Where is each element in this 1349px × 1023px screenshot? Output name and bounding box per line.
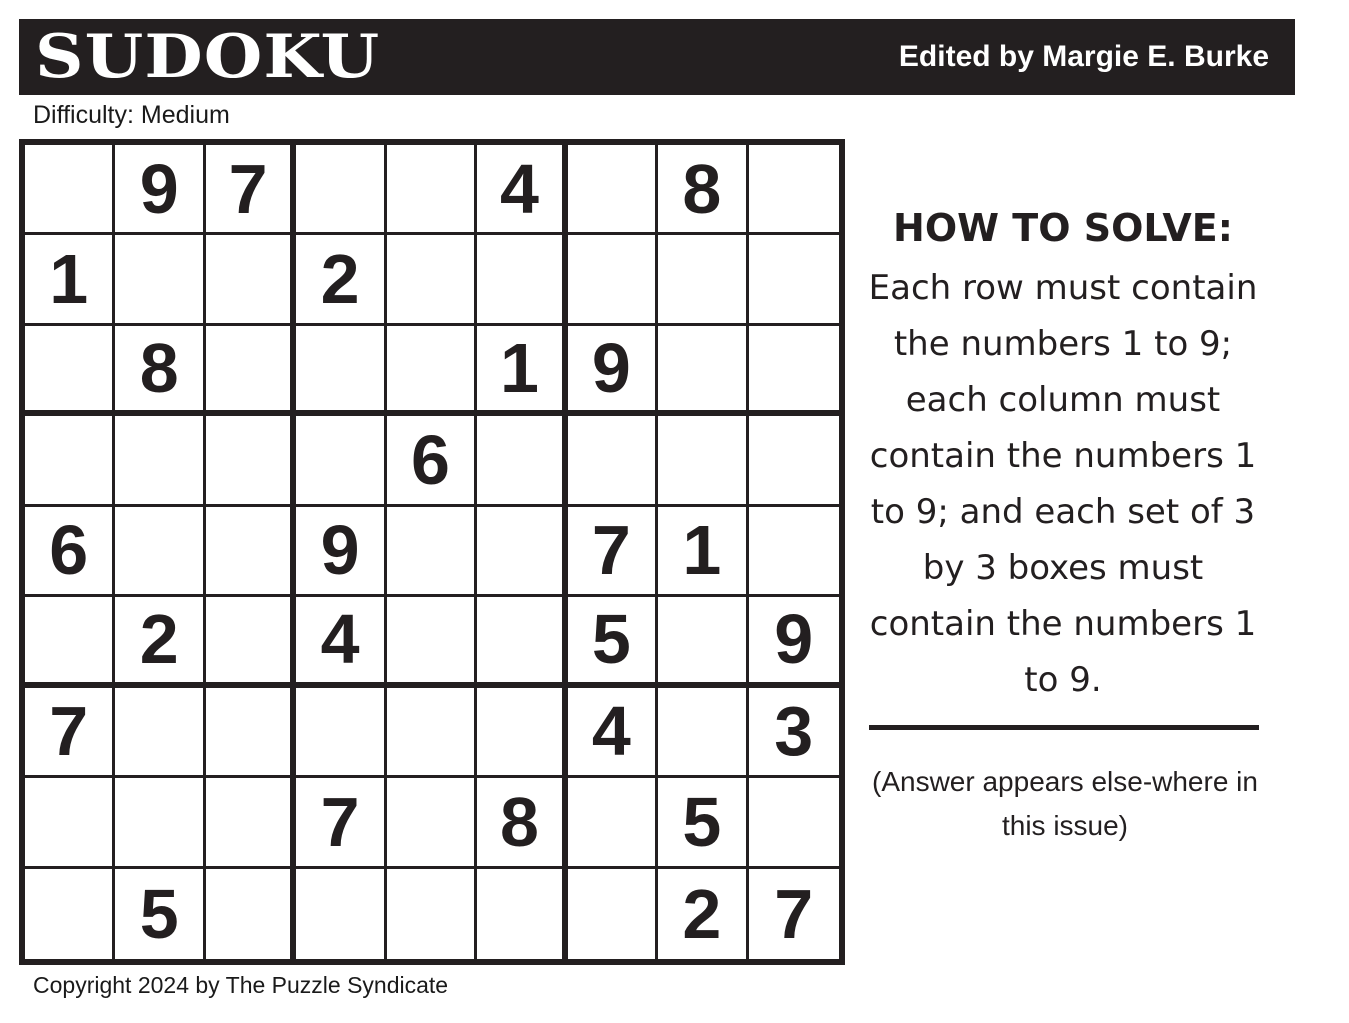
given-cell: 9 — [296, 507, 386, 597]
given-cell: 7 — [25, 688, 115, 778]
given-cell: 7 — [206, 145, 296, 235]
empty-cell[interactable] — [477, 869, 567, 959]
empty-cell[interactable] — [115, 507, 205, 597]
empty-cell[interactable] — [387, 688, 477, 778]
empty-cell[interactable] — [206, 597, 296, 687]
empty-cell[interactable] — [296, 326, 386, 416]
empty-cell[interactable] — [658, 597, 748, 687]
given-cell: 8 — [658, 145, 748, 235]
empty-cell[interactable] — [749, 778, 839, 868]
empty-cell[interactable] — [568, 145, 658, 235]
empty-cell[interactable] — [568, 778, 658, 868]
empty-cell[interactable] — [206, 326, 296, 416]
answer-note: (Answer appears else-where in this issue) — [872, 766, 1258, 841]
divider-line — [869, 725, 1259, 730]
empty-cell[interactable] — [387, 778, 477, 868]
given-cell: 8 — [477, 778, 567, 868]
empty-cell[interactable] — [115, 416, 205, 506]
given-cell: 2 — [658, 869, 748, 959]
empty-cell[interactable] — [206, 507, 296, 597]
empty-cell[interactable] — [568, 235, 658, 325]
empty-cell[interactable] — [387, 145, 477, 235]
given-cell: 6 — [387, 416, 477, 506]
given-cell: 1 — [25, 235, 115, 325]
difficulty-label: Difficulty: Medium — [33, 101, 230, 129]
empty-cell[interactable] — [568, 869, 658, 959]
editor-credit: Edited by Margie E. Burke — [898, 40, 1269, 73]
given-cell: 5 — [658, 778, 748, 868]
how-to-solve-text: Each row must contain the numbers 1 to 9; each column must contain the numbers 1 to 9; and each set of 3 by 3 boxes must contain the numbers 1 to 9. — [868, 268, 1258, 700]
empty-cell[interactable] — [749, 507, 839, 597]
given-cell: 1 — [658, 507, 748, 597]
sudoku-logo: SUDOKU — [35, 22, 381, 92]
empty-cell[interactable] — [658, 688, 748, 778]
how-to-solve-title: HOW TO SOLVE: — [893, 206, 1233, 250]
empty-cell[interactable] — [296, 688, 386, 778]
empty-cell[interactable] — [477, 235, 567, 325]
given-cell: 4 — [296, 597, 386, 687]
given-cell: 9 — [749, 597, 839, 687]
empty-cell[interactable] — [477, 597, 567, 687]
empty-cell[interactable] — [387, 507, 477, 597]
empty-cell[interactable] — [658, 235, 748, 325]
empty-cell[interactable] — [749, 326, 839, 416]
empty-cell[interactable] — [658, 416, 748, 506]
given-cell: 7 — [774, 874, 814, 953]
given-cell: 5 — [568, 597, 658, 687]
empty-cell[interactable] — [387, 869, 477, 959]
empty-cell[interactable] — [749, 145, 839, 235]
sudoku-grid — [19, 139, 845, 965]
given-cell: 5 — [115, 869, 205, 959]
empty-cell[interactable] — [477, 416, 567, 506]
copyright-notice: Copyright 2024 by The Puzzle Syndicate — [33, 972, 449, 998]
how-to-solve-panel — [858, 198, 1268, 708]
empty-cell[interactable] — [25, 145, 115, 235]
given-cell: 1 — [477, 326, 567, 416]
given-cell: 4 — [568, 688, 658, 778]
empty-cell[interactable] — [658, 326, 748, 416]
given-cell: 9 — [115, 145, 205, 235]
empty-cell[interactable] — [115, 688, 205, 778]
empty-cell[interactable] — [296, 869, 386, 959]
empty-cell[interactable] — [25, 326, 115, 416]
empty-cell[interactable] — [115, 235, 205, 325]
empty-cell[interactable] — [25, 416, 115, 506]
given-cell: 3 — [749, 688, 839, 778]
given-cell: 9 — [568, 326, 658, 416]
empty-cell[interactable] — [477, 688, 567, 778]
given-cell: 2 — [296, 235, 386, 325]
given-cell: 2 — [115, 597, 205, 687]
empty-cell[interactable] — [477, 507, 567, 597]
empty-cell[interactable] — [206, 869, 296, 959]
empty-cell[interactable] — [115, 778, 205, 868]
empty-cell[interactable] — [206, 235, 296, 325]
empty-cell[interactable] — [25, 597, 115, 687]
given-cell: 8 — [115, 326, 205, 416]
empty-cell[interactable] — [206, 688, 296, 778]
empty-cell[interactable] — [387, 326, 477, 416]
header-bar — [19, 19, 1295, 95]
empty-cell[interactable] — [296, 416, 386, 506]
empty-cell[interactable] — [25, 778, 115, 868]
given-cell: 7 — [568, 507, 658, 597]
given-cell: 7 — [296, 778, 386, 868]
given-cell: 6 — [25, 507, 115, 597]
empty-cell[interactable] — [206, 778, 296, 868]
empty-cell[interactable] — [749, 235, 839, 325]
empty-cell[interactable] — [387, 235, 477, 325]
empty-cell[interactable] — [749, 416, 839, 506]
given-cell: 4 — [477, 145, 567, 235]
empty-cell[interactable] — [206, 416, 296, 506]
empty-cell[interactable] — [568, 416, 658, 506]
empty-cell[interactable] — [25, 869, 115, 959]
empty-cell[interactable] — [296, 145, 386, 235]
empty-cell[interactable] — [387, 597, 477, 687]
